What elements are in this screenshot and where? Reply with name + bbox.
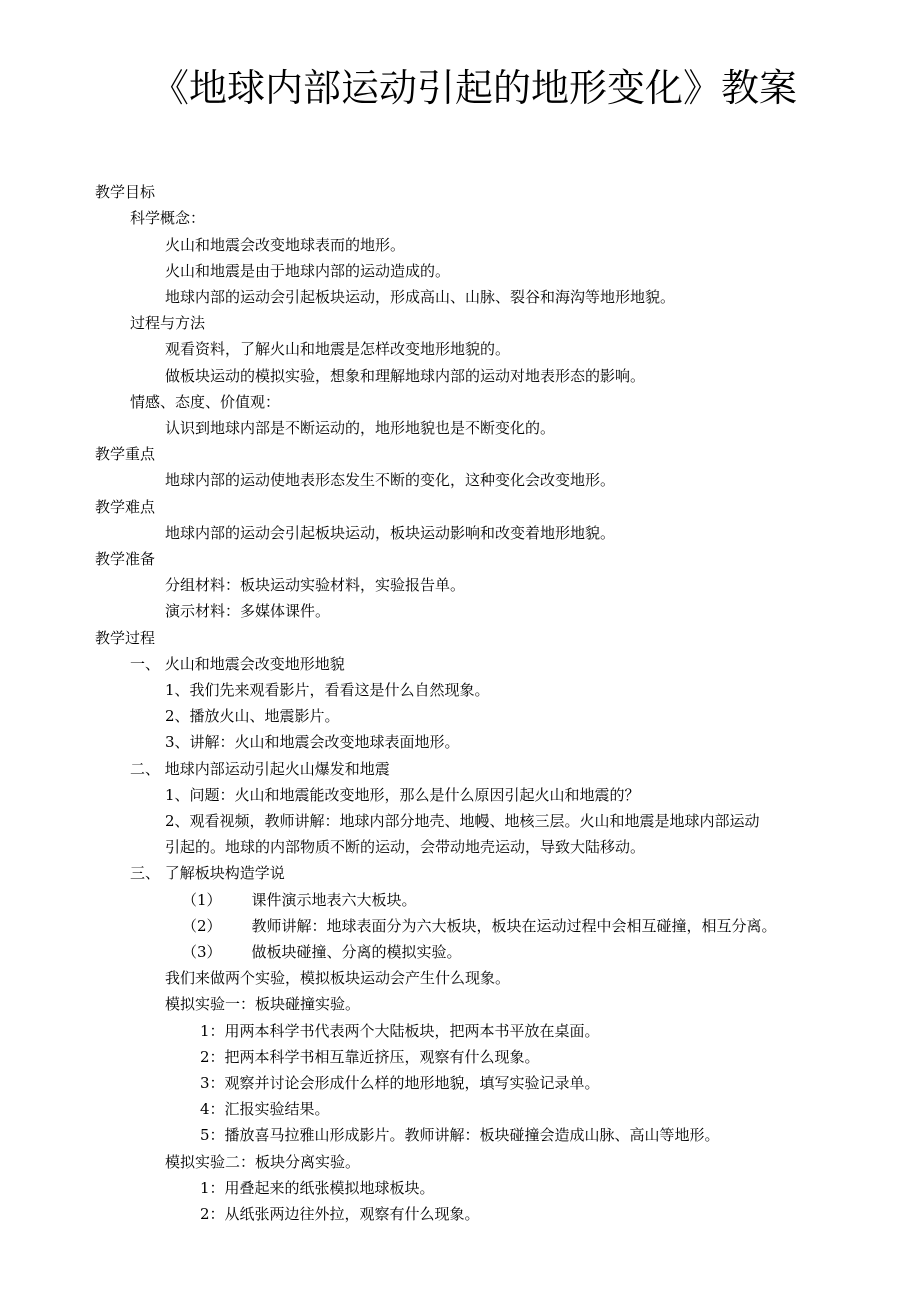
subheading-process-methods: 过程与方法 — [130, 314, 206, 332]
process-paragraph-line: 引起的。地球的内部物质不断的运动，会带动地壳运动，导致大陆移动。 — [165, 838, 646, 856]
experiment-intro: 我们来做两个实验，模拟板块运动会产生什么现象。 — [165, 969, 511, 987]
heading-key-points: 教学重点 — [95, 445, 156, 463]
process-part3-title: 三、 了解板块构造学说 — [130, 864, 285, 882]
concept-item: 地球内部的运动会引起板块运动，形成高山、山脉、裂谷和海沟等地形地貌。 — [165, 288, 676, 306]
item-number: （3） — [182, 943, 222, 961]
attitude-item: 认识到地球内部是不断运动的，地形地貌也是不断变化的。 — [165, 419, 556, 437]
experiment-2-title: 模拟实验二：板块分离实验。 — [165, 1153, 361, 1171]
concept-item: 火山和地震会改变地球表而的地形。 — [165, 236, 406, 254]
key-points-text: 地球内部的运动使地表形态发生不断的变化，这种变化会改变地形。 — [165, 471, 616, 489]
subheading-science-concepts: 科学概念： — [130, 209, 206, 227]
experiment-step: 4：汇报实验结果。 — [200, 1100, 330, 1118]
item-number: （1） — [182, 891, 222, 909]
method-item: 做板块运动的模拟实验，想象和理解地球内部的运动对地表形态的影响。 — [165, 367, 646, 385]
process-paragraph-line: 2、观看视频，教师讲解：地球内部分地壳、地幔、地核三层。火山和地震是地球内部运动 — [165, 812, 760, 830]
subheading-attitudes: 情感、态度、价值观： — [130, 393, 281, 411]
heading-process: 教学过程 — [95, 629, 156, 647]
experiment-1-title: 模拟实验一：板块碰撞实验。 — [165, 995, 361, 1013]
method-item: 观看资料，了解火山和地震是怎样改变地形地貌的。 — [165, 340, 511, 358]
preparation-item: 分组材料：板块运动实验材料，实验报告单。 — [165, 576, 466, 594]
experiment-step: 1：用两本科学书代表两个大陆板块，把两本书平放在桌面。 — [200, 1022, 600, 1040]
concept-item: 火山和地震是由于地球内部的运动造成的。 — [165, 262, 451, 280]
difficulties-text: 地球内部的运动会引起板块运动，板块运动影响和改变着地形地貌。 — [165, 524, 616, 542]
heading-difficulties: 教学难点 — [95, 498, 156, 516]
document-title: 《地球内部运动引起的地形变化》教案 — [150, 66, 797, 110]
process-part1-title: 一、 火山和地震会改变地形地貌 — [130, 655, 345, 673]
item-number: （2） — [182, 917, 222, 935]
numbered-item — [182, 889, 417, 911]
item-text: 课件演示地表六大板块。 — [251, 891, 417, 909]
preparation-item: 演示材料：多媒体课件。 — [165, 602, 331, 620]
experiment-step: 1：用叠起来的纸张模拟地球板块。 — [200, 1179, 435, 1197]
heading-objectives: 教学目标 — [95, 183, 156, 201]
process-step: 3、讲解：火山和地震会改变地球表面地形。 — [165, 733, 460, 751]
heading-preparation: 教学准备 — [95, 550, 156, 568]
process-part2-title: 二、 地球内部运动引起火山爆发和地震 — [130, 760, 390, 778]
experiment-step: 2：把两本科学书相互靠近挤压，观察有什么现象。 — [200, 1048, 540, 1066]
numbered-item — [182, 915, 777, 937]
item-text: 教师讲解：地球表面分为六大板块，板块在运动过程中会相互碰撞，相互分离。 — [251, 917, 777, 935]
experiment-step: 3：观察并讨论会形成什么样的地形地貌，填写实验记录单。 — [200, 1074, 600, 1092]
numbered-item — [182, 941, 462, 963]
process-step: 1、我们先来观看影片，看看这是什么自然现象。 — [165, 681, 490, 699]
experiment-step: 2：从纸张两边往外拉，观察有什么现象。 — [200, 1205, 480, 1223]
process-step: 1、问题：火山和地震能改变地形，那么是什么原因引起火山和地震的？ — [165, 786, 640, 804]
item-text: 做板块碰撞、分离的模拟实验。 — [251, 943, 462, 961]
experiment-step: 5：播放喜马拉雅山形成影片。教师讲解：板块碰撞会造成山脉、高山等地形。 — [200, 1126, 720, 1144]
process-step: 2、播放火山、地震影片。 — [165, 707, 340, 725]
